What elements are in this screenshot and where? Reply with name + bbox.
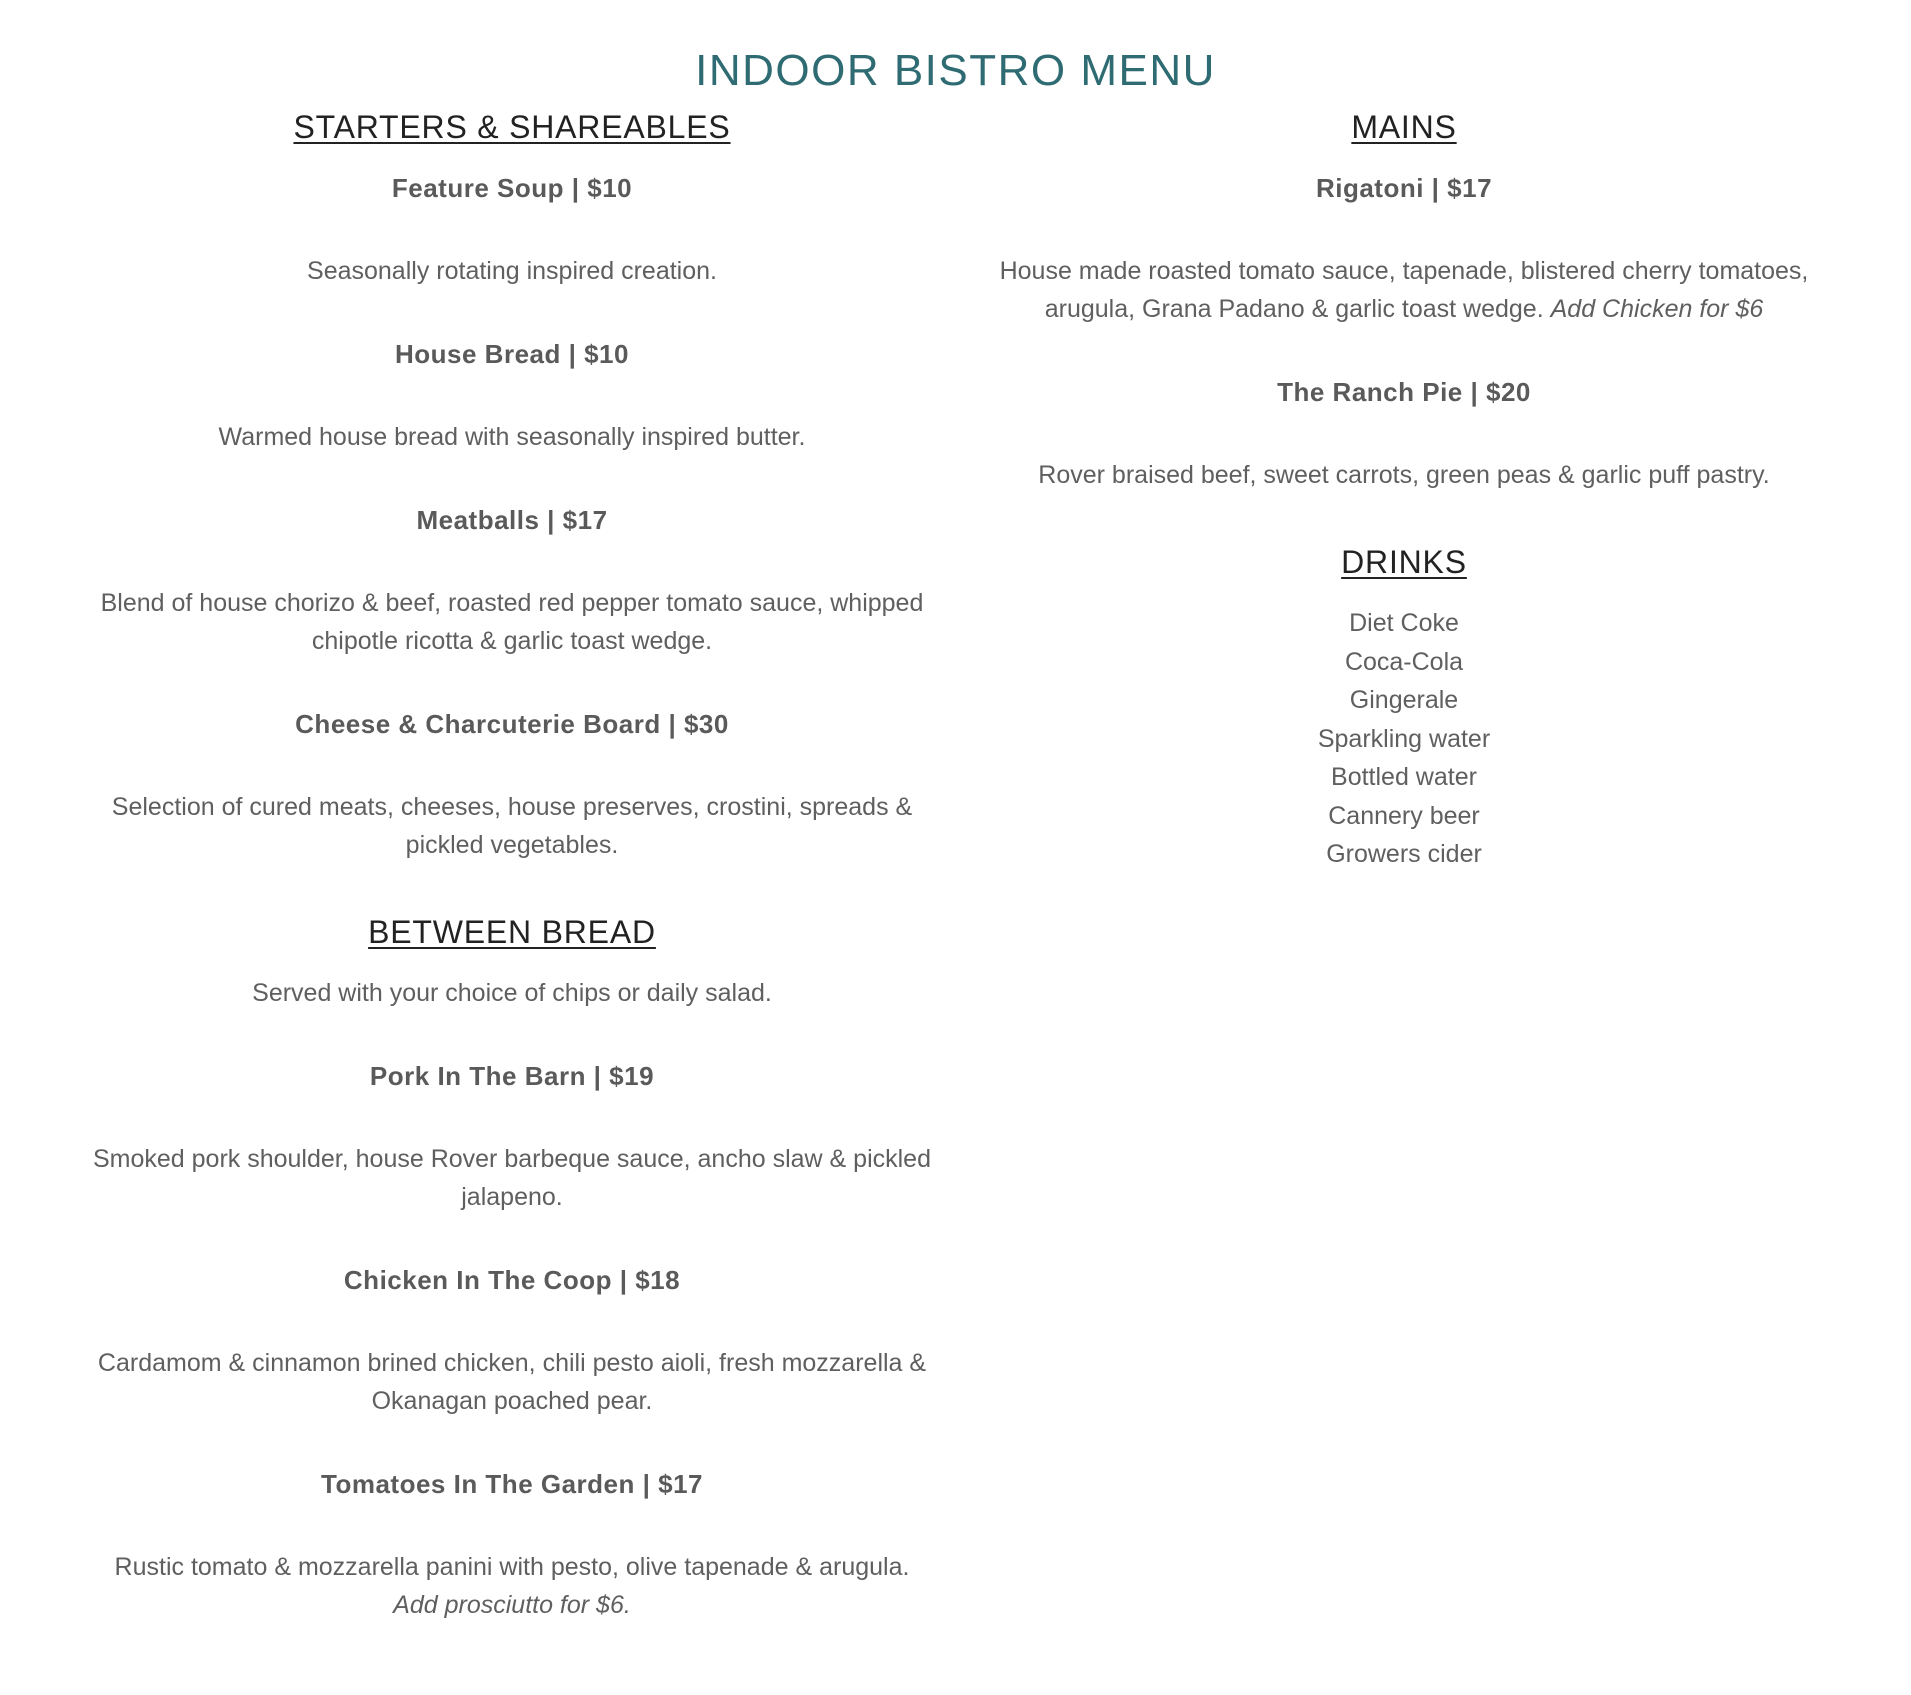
item-desc-house-bread: Warmed house bread with seasonally inspired butter. xyxy=(218,423,806,451)
drinks-list xyxy=(964,604,1844,874)
right-column xyxy=(964,103,1844,874)
item-name-rigatoni: Rigatoni | $17 xyxy=(1315,173,1493,203)
section-note-between-bread: Served with your choice of chips or daily salad. xyxy=(252,979,772,1007)
drink-item-gingerale: Gingerale xyxy=(1349,686,1459,714)
page-title: INDOOR BISTRO MENU xyxy=(695,46,1216,96)
item-addon-rigatoni: Add Chicken for $6 xyxy=(1550,295,1764,323)
drink-item-coca-cola: Coca-Cola xyxy=(1344,647,1464,676)
item-name-cheese-board: Cheese & Charcuterie Board | $30 xyxy=(295,709,729,739)
drink-item-sparkling-water: Sparkling water xyxy=(1317,724,1491,753)
drink-item-cannery-beer: Cannery beer xyxy=(1328,801,1480,830)
item-desc-meatballs: Blend of house chorizo & beef, roasted red pepper tomato sauce, whipped chipotle ricotta & garlic toast wedge. xyxy=(100,589,924,655)
section-heading-starters: STARTERS & SHAREABLES xyxy=(293,109,731,145)
item-desc-tomatoes-text: Rustic tomato & mozzarella panini with pesto, olive tapenade & arugula. xyxy=(114,1553,910,1581)
drink-item-diet-coke: Diet Coke xyxy=(1349,609,1459,637)
section-heading-drinks: DRINKS xyxy=(1341,544,1467,580)
drink-item-growers-cider: Growers cider xyxy=(1326,840,1482,868)
item-name-pork-in-the-barn: Pork In The Barn | $19 xyxy=(369,1061,655,1091)
item-name-meatballs: Meatballs | $17 xyxy=(416,505,608,535)
item-desc-feature-soup: Seasonally rotating inspired creation. xyxy=(307,257,717,285)
item-desc-rigatoni xyxy=(964,252,1844,328)
item-name-feature-soup: Feature Soup | $10 xyxy=(391,173,633,203)
item-name-tomatoes-in-the-garden: Tomatoes In The Garden | $17 xyxy=(321,1469,703,1499)
item-addon-tomatoes: Add prosciutto for $6. xyxy=(393,1591,631,1619)
drink-item-bottled-water: Bottled water xyxy=(1331,763,1477,791)
item-name-house-bread: House Bread | $10 xyxy=(395,339,629,369)
item-name-chicken-in-the-coop: Chicken In The Coop | $18 xyxy=(343,1265,681,1295)
item-desc-rigatoni-text: House made roasted tomato sauce, tapenade, blistered cherry tomatoes, arugula, Grana Padano & garlic toast wedge. xyxy=(999,257,1809,323)
item-desc-tomatoes-in-the-garden xyxy=(72,1548,952,1624)
item-name-ranch-pie: The Ranch Pie | $20 xyxy=(1277,377,1531,407)
item-desc-chicken-in-the-coop: Cardamom & cinnamon brined chicken, chili pesto aioli, fresh mozzarella & Okanagan poached pear. xyxy=(97,1349,927,1415)
item-desc-cheese-board: Selection of cured meats, cheeses, house preserves, crostini, spreads & pickled vegetables. xyxy=(111,793,913,859)
section-heading-mains: MAINS xyxy=(1351,109,1457,145)
left-column xyxy=(72,103,952,1624)
item-desc-pork-in-the-barn: Smoked pork shoulder, house Rover barbeque sauce, ancho slaw & pickled jalapeno. xyxy=(92,1145,931,1211)
section-heading-between-bread: BETWEEN BREAD xyxy=(368,914,656,950)
item-desc-ranch-pie: Rover braised beef, sweet carrots, green peas & garlic puff pastry. xyxy=(1038,461,1770,489)
